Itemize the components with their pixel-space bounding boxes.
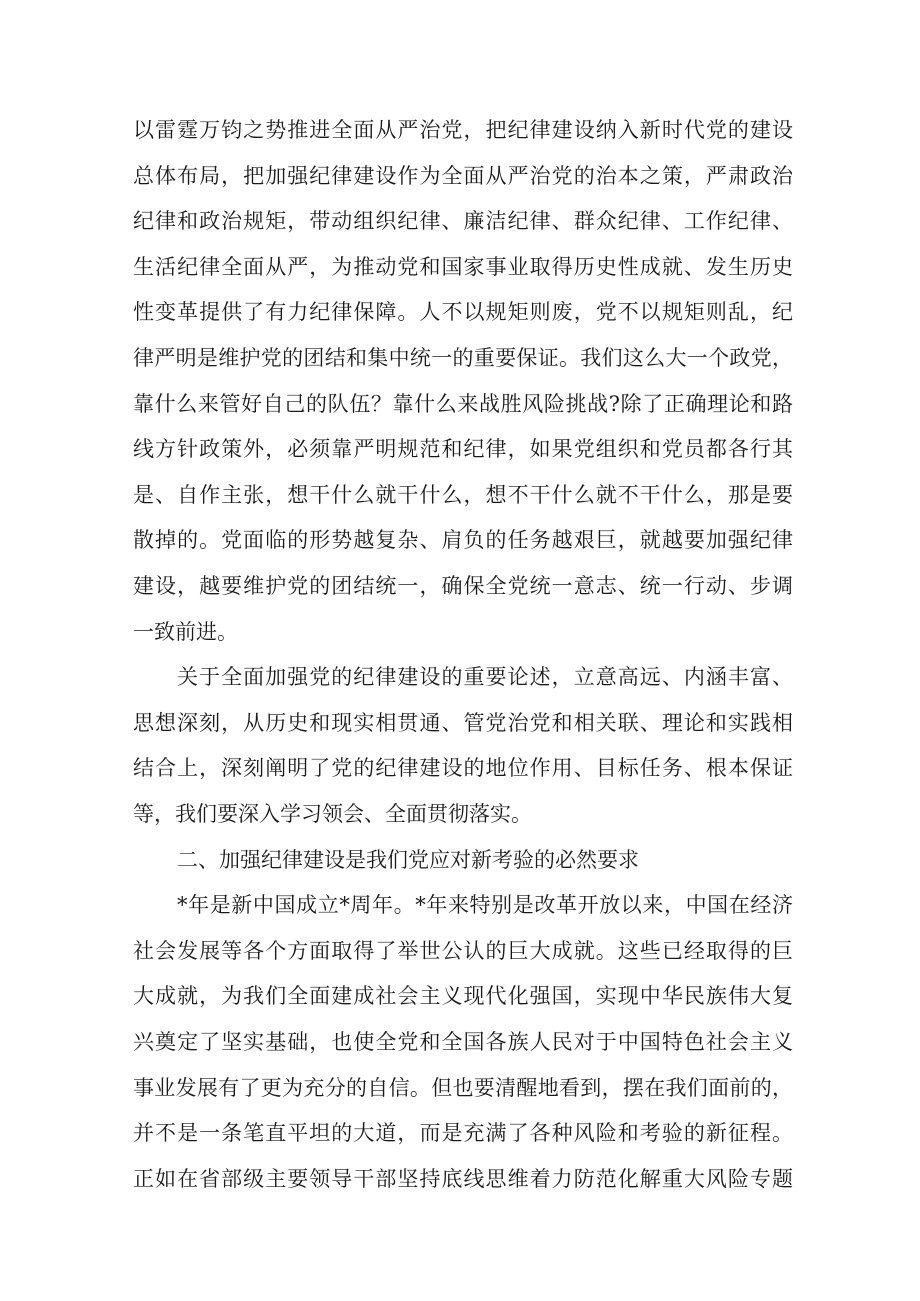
text-line: 总体布局，把加强纪律建设作为全面从严治党的治本之策，严肃政治 <box>133 163 793 188</box>
text-line: 线方针政策外，必须靠严明规范和纪律，如果党组织和党员都各行其 <box>133 437 793 462</box>
text-line: 大成就，为我们全面建成社会主义现代化强国，实现中华民族伟大复 <box>133 984 793 1009</box>
text-line: 二、加强纪律建设是我们党应对新考验的必然要求 <box>177 847 639 872</box>
text-line: 纪律和政治规矩，带动组织纪律、廉洁纪律、群众纪律、工作纪律、 <box>133 209 793 234</box>
text-line: 社会发展等各个方面取得了举世公认的巨大成就。这些已经取得的巨 <box>133 938 793 963</box>
text-line: 兴奠定了坚实基础，也使全党和全国各族人民对于中国特色社会主义 <box>133 1030 793 1054</box>
text-line: 关于全面加强党的纪律建设的重要论述，立意高远、内涵丰富、 <box>177 665 793 690</box>
text-line: 事业发展有了更为充分的自信。但也要清醒地看到，摆在我们面前的， <box>133 1075 793 1100</box>
text-line: 建设，越要维护党的团结统一，确保全党统一意志、统一行动、步调 <box>133 574 793 598</box>
text-line: 并不是一条笔直平坦的大道，而是充满了各种风险和考验的新征程。 <box>133 1121 793 1146</box>
text-line: 正如在省部级主要领导干部坚持底线思维着力防范化解重大风险专题 <box>133 1166 793 1191</box>
text-line: 散掉的。党面临的形势越复杂、肩负的任务越艰巨，就越要加强纪律 <box>133 528 793 553</box>
text-line: 是、自作主张，想干什么就干什么，想不干什么就不干什么，那是要 <box>133 482 793 507</box>
text-line: 律严明是维护党的团结和集中统一的重要保证。我们这么大一个政党， <box>133 346 793 370</box>
text-line: 结合上，深刻阐明了党的纪律建设的地位作用、目标任务、根本保证 <box>133 756 793 781</box>
text-line: 一致前进。 <box>133 619 238 644</box>
text-line: 思想深刻，从历史和现实相贯通、管党治党和相关联、理论和实践相 <box>133 710 793 735</box>
text-line: 性变革提供了有力纪律保障。人不以规矩则废，党不以规矩则乱，纪 <box>133 300 793 325</box>
text-line: 以雷霆万钧之势推进全面从严治党，把纪律建设纳入新时代党的建设 <box>133 118 793 142</box>
text-line: 生活纪律全面从严，为推动党和国家事业取得历史性成就、发生历史 <box>133 254 793 279</box>
text-line: 靠什么来管好自己的队伍？靠什么来战胜风险挑战?除了正确理论和路 <box>133 391 793 416</box>
text-line: 等，我们要深入学习领会、全面贯彻落实。 <box>133 802 532 826</box>
text-line: *年是新中国成立*周年。*年来特别是改革开放以来，中国在经济 <box>177 893 793 918</box>
